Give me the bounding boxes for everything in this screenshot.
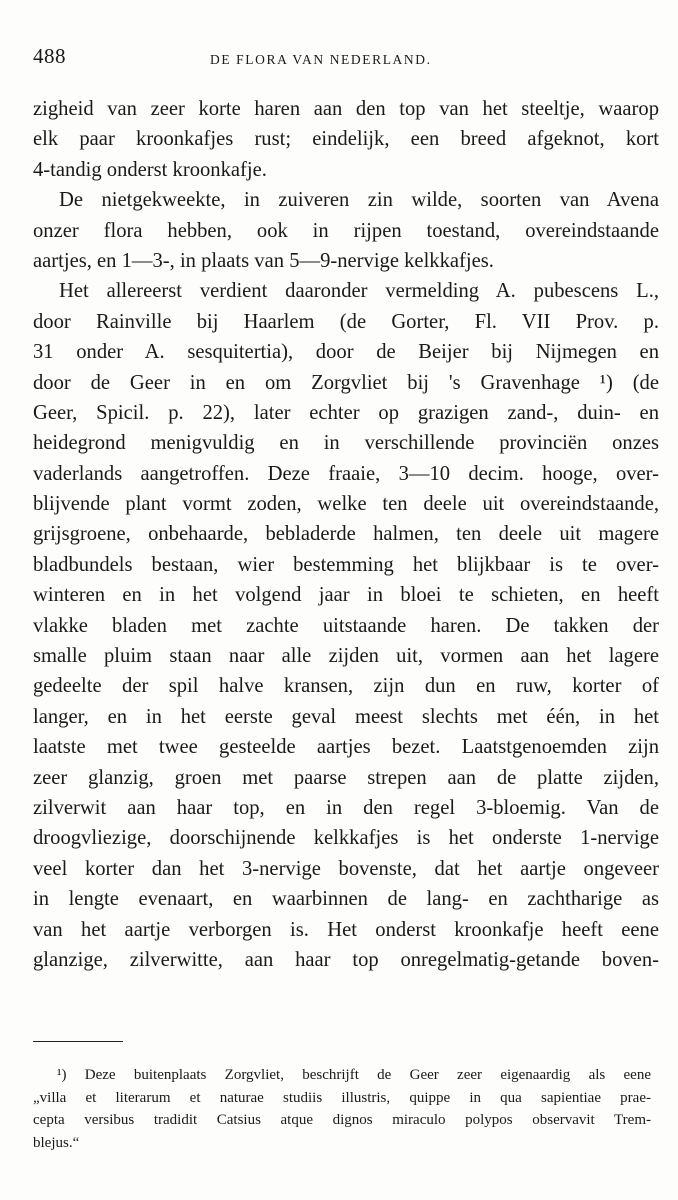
body-text — [33, 94, 659, 975]
text-line: aartjes, en 1—3-, in plaats van 5—9-nervige kelkkafjes. — [33, 249, 494, 272]
text-line: Geer, Spicil. p. 22), later echter op grazigen zand-, duin- en — [33, 401, 659, 424]
text-line: door de Geer in en om Zorgvliet bij 's Gravenhage ¹) (de — [33, 371, 659, 394]
footnotes — [33, 1064, 651, 1154]
text-line: smalle pluim staan naar alle zijden uit, vormen aan het lagere — [33, 645, 659, 668]
text-line: onzer flora hebben, ook in rijpen toestand, overeindstaande — [33, 219, 659, 242]
text-line: gedeelte der spil halve kransen, zijn dun en ruw, korter of — [33, 675, 659, 698]
text-line: 31 onder A. sesquitertia), door de Beijer bij Nijmegen en — [33, 341, 659, 364]
text-line: grijsgroene, onbehaarde, bebladerde halmen, ten deele uit magere — [33, 523, 659, 546]
text-line: droogvliezige, doorschijnende kelkkafjes is het onderste 1-nervige — [33, 827, 659, 850]
text-line: vaderlands aangetroffen. Deze fraaie, 3—10 decim. hooge, over- — [33, 462, 659, 485]
running-title: DE FLORA VAN NEDERLAND. — [210, 52, 432, 67]
text-line: glanzige, zilverwitte, aan haar top onregelmatig-getande boven- — [33, 948, 659, 971]
text-line: vlakke bladen met zachte uitstaande haren. De takken der — [33, 614, 659, 637]
text-line: zeer glanzig, groen met paarse strepen aan de platte zijden, — [33, 766, 659, 789]
text-line: zilverwit aan haar top, en in den regel 3-bloemig. Van de — [33, 796, 659, 819]
text-line: elk paar kroonkafjes rust; eindelijk, een breed afgeknot, kort — [33, 128, 659, 151]
footnote-line: cepta versibus tradidit Catsius atque dignos miraculo polypos observavit Trem- — [33, 1112, 651, 1128]
text-line: zigheid van zeer korte haren aan den top van het steeltje, waarop — [33, 98, 659, 120]
text-line: laatste met twee gesteelde aartjes bezet. Laatstgenoemden zijn — [33, 736, 659, 759]
footnote-line: ¹) Deze buitenplaats Zorgvliet, beschrijft de Geer zeer eigenaardig als eene — [57, 1067, 651, 1083]
text-line: heidegrond menigvuldig en in verschillende provinciën onzes — [33, 432, 659, 455]
footnote-line: blejus.“ — [33, 1134, 80, 1151]
text-line: Het allereerst verdient daaronder vermelding A. pubescens L., — [59, 280, 659, 303]
text-line: langer, en in het eerste geval meest slechts met één, in het — [33, 705, 659, 728]
page-number: 488 — [33, 44, 66, 68]
text-line: winteren en in het volgend jaar in bloei te schieten, en heeft — [33, 584, 659, 607]
text-line: bladbundels bestaan, wier bestemming het blijkbaar is te over- — [33, 553, 659, 576]
footnote-line: „villa et literarum et naturae studiis illustris, quippe in qua sapientiae prae- — [33, 1089, 651, 1106]
text-line: De nietgekweekte, in zuiveren zin wilde, soorten van Avena — [59, 189, 659, 212]
text-line: blijvende plant vormt zoden, welke ten deele uit overeindstaande, — [33, 493, 659, 516]
text-line: 4-tandig onderst kroonkafje. — [33, 158, 267, 181]
footnote-divider — [33, 1041, 123, 1042]
text-line: van het aartje verborgen is. Het onderst kroonkafje heeft eene — [33, 918, 659, 941]
text-line: in lengte evenaart, en waarbinnen de lang- en zachtharige as — [33, 888, 659, 911]
text-line: door Rainville bij Haarlem (de Gorter, Fl. VII Prov. p. — [33, 310, 659, 333]
text-line: veel korter dan het 3-nervige bovenste, dat het aartje ongeveer — [33, 857, 659, 880]
